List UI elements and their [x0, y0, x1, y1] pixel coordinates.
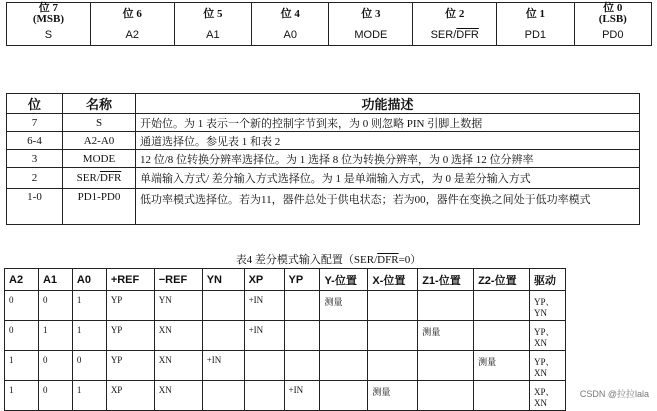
bit-label: 位 7: [38, 2, 59, 14]
diff-cell: XN: [154, 321, 202, 351]
desc-name: [63, 168, 136, 189]
diff-cell: 1: [72, 381, 106, 411]
bit-value-row: [7, 25, 652, 46]
diff-row: [5, 321, 566, 351]
diff-cell: 1: [72, 291, 106, 321]
desc-row: [7, 168, 640, 189]
diff-col-header: A1: [38, 269, 72, 291]
diff-cell: [202, 291, 244, 321]
dfr-overline: $\overline{DFR}$: [456, 29, 479, 41]
desc-text: 开始位。为 1 表示一个新的控制字节到来，为 0 则忽略 PIN 引脚上数据: [136, 114, 640, 132]
desc-name: S: [63, 114, 136, 132]
bit-2-value: [413, 25, 497, 46]
diff-cell: XP、XN: [529, 381, 565, 411]
bit-4-header: [252, 3, 329, 26]
diff-cell: YP、YN: [529, 291, 565, 321]
diff-cell: [368, 291, 418, 321]
desc-row: [7, 150, 640, 168]
diff-cell: 0: [72, 351, 106, 381]
diff-row: [5, 291, 566, 321]
diff-col-header: A0: [72, 269, 106, 291]
table-caption: [0, 251, 657, 267]
desc-bit: 3: [7, 150, 63, 168]
bit-5-value: A1: [174, 25, 251, 46]
desc-name: MODE: [63, 150, 136, 168]
diff-col-header: YN: [202, 269, 244, 291]
diff-cell: 0: [5, 321, 39, 351]
diff-cell: +IN: [244, 291, 284, 321]
bit-4-value: A0: [252, 25, 329, 46]
diff-cell: [202, 381, 244, 411]
diff-cell: [202, 321, 244, 351]
desc-bit: 2: [7, 168, 63, 189]
caption-dfr-overline: $\overline{DFR}$: [377, 254, 399, 266]
diff-col-header: Z1-位置: [418, 269, 474, 291]
desc-text: 12 位/8 位转换分辨率选择位。为 1 选择 8 位为转换分辨率，为 0 选择 12 位分辨率: [136, 150, 640, 168]
diff-col-header: −REF: [154, 269, 202, 291]
diff-cell: [320, 351, 368, 381]
bit-0-header: [574, 3, 651, 26]
diff-cell: YP、XN: [529, 351, 565, 381]
bit-label: 位 1: [525, 7, 545, 20]
bit-1-value: PD1: [497, 25, 574, 46]
diff-cell: 0: [5, 291, 39, 321]
diff-cell: 0: [38, 381, 72, 411]
bit-label: 位 4: [280, 7, 300, 20]
control-byte-bit-table: [6, 2, 652, 46]
diff-cell: +IN: [202, 351, 244, 381]
diff-cell: 1: [38, 321, 72, 351]
diff-cell: [244, 351, 284, 381]
desc-row: [7, 189, 640, 225]
diff-cell: YP: [106, 321, 154, 351]
diff-cell: YP: [106, 351, 154, 381]
diff-col-header: A2: [5, 269, 39, 291]
diff-cell: +IN: [244, 321, 284, 351]
diff-cell: [244, 381, 284, 411]
desc-text: 通道选择位。参见表 1 和表 2: [136, 132, 640, 150]
diff-cell: [320, 381, 368, 411]
name-col-header: 名称: [63, 94, 136, 114]
diff-cell: 测量: [320, 291, 368, 321]
bit-0-value: PD0: [574, 25, 651, 46]
function-description-table: [6, 93, 640, 225]
diff-cell: 1: [5, 351, 39, 381]
diff-cell: 1: [72, 321, 106, 351]
diff-col-header: +REF: [106, 269, 154, 291]
diff-cell: [474, 321, 530, 351]
diff-col-header: Y-位置: [320, 269, 368, 291]
diff-cell: [284, 321, 320, 351]
diff-cell: +IN: [284, 381, 320, 411]
bit-1-header: [497, 3, 574, 26]
diff-cell: 测量: [368, 381, 418, 411]
ser-prefix: SER/: [430, 29, 457, 41]
bit-header-row: [7, 3, 652, 26]
diff-col-header: Z2-位置: [474, 269, 530, 291]
diff-cell: [474, 291, 530, 321]
desc-name: A2-A0: [63, 132, 136, 150]
lsb-label: (LSB): [598, 13, 627, 25]
diff-cell: XN: [154, 351, 202, 381]
bit-label: 位 3: [361, 7, 381, 20]
diff-cell: [368, 321, 418, 351]
dfr-overline: $\overline{DFR}$: [99, 172, 122, 184]
desc-text: 单端输入方式/ 差分输入方式选择位。为 1 是单端输入方式，为 0 是差分输入方式: [136, 168, 640, 189]
desc-header-row: [7, 94, 640, 114]
diff-cell: [418, 351, 474, 381]
diff-cell: YP: [106, 291, 154, 321]
diff-cell: [284, 351, 320, 381]
bit-label: 位 0: [603, 2, 623, 14]
bit-7-header: [7, 3, 91, 26]
bit-3-value: MODE: [329, 25, 413, 46]
diff-cell: XP: [106, 381, 154, 411]
bit-label: 位 6: [122, 7, 142, 20]
diff-header-row: [5, 269, 566, 291]
bit-3-header: [329, 3, 413, 26]
caption-prefix: 表4 差分模式输入配置（SER/: [235, 254, 378, 266]
diff-col-header: X-位置: [368, 269, 418, 291]
diff-row: [5, 381, 566, 411]
diff-cell: 1: [5, 381, 39, 411]
diff-cell: YN: [154, 291, 202, 321]
diff-cell: [320, 321, 368, 351]
desc-name: PD1-PD0: [63, 189, 136, 225]
diff-cell: YP、XN: [529, 321, 565, 351]
desc-bit: 6-4: [7, 132, 63, 150]
diff-cell: [474, 381, 530, 411]
desc-col-header: 功能描述: [136, 94, 640, 114]
diff-body: [5, 291, 566, 411]
diff-cell: [418, 381, 474, 411]
bit-5-header: [174, 3, 251, 26]
ser-prefix: SER/: [76, 172, 100, 184]
diff-col-header: XP: [244, 269, 284, 291]
bit-col-header: 位: [7, 94, 63, 114]
diff-row: [5, 351, 566, 381]
bit-6-header: [90, 3, 174, 26]
bit-6-value: A2: [90, 25, 174, 46]
diff-cell: 测量: [474, 351, 530, 381]
diff-cell: 0: [38, 351, 72, 381]
diff-cell: [284, 291, 320, 321]
desc-bit: 7: [7, 114, 63, 132]
caption-suffix: =0）: [398, 254, 422, 266]
watermark: CSDN @拉拉lala: [579, 389, 649, 399]
diff-col-header: YP: [284, 269, 320, 291]
bit-label: 位 5: [203, 7, 223, 20]
bit-7-value: S: [7, 25, 91, 46]
diff-cell: [368, 351, 418, 381]
diff-cell: [418, 291, 474, 321]
diff-col-header: 驱动: [529, 269, 565, 291]
msb-label: (MSB): [32, 13, 64, 25]
bit-label: 位 2: [445, 7, 465, 20]
bit-2-header: [413, 3, 497, 26]
diff-cell: XN: [154, 381, 202, 411]
desc-row: [7, 114, 640, 132]
differential-mode-table: [4, 268, 566, 411]
diff-cell: 0: [38, 291, 72, 321]
desc-text: 低功率模式选择位。若为11，器件总处于供电状态；若为00，器件在变换之间处于低功率模式: [136, 189, 640, 225]
diff-cell: 测量: [418, 321, 474, 351]
desc-row: [7, 132, 640, 150]
desc-bit: 1-0: [7, 189, 63, 225]
